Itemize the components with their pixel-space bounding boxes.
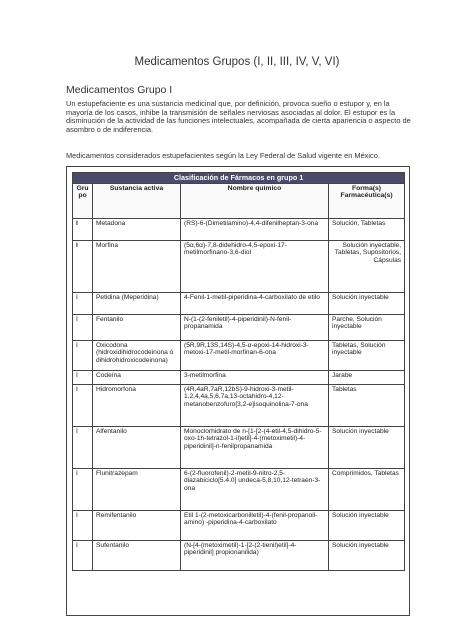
table-row (73, 540, 405, 570)
table-row (73, 426, 405, 468)
cell-forma: Solución inyectable (329, 540, 405, 570)
cell-nombre: 3-metilmorfina (181, 370, 329, 384)
cell-sustancia: Flunitrazepam (93, 468, 181, 510)
cell-grupo: I (73, 426, 93, 468)
cell-forma: Solución inyectable (329, 426, 405, 468)
cell-nombre: N-(1-(2-feniletil)-4-piperidinil)-N-fenil-propanamida (181, 314, 329, 340)
cell-forma: Tabletas (329, 384, 405, 426)
table-row (73, 340, 405, 370)
cell-nombre: Monoclorhidrato de n-[1-[2-(4-etil-4,5-dihidro-5-oxo-1h-tetrazol-1-il)etil]-4-(metoximetil)-4-piperidinil]-n-fenilpropanamida (181, 426, 329, 468)
table-row (73, 240, 405, 292)
cell-forma: Solución inyectable (329, 292, 405, 314)
section-heading: Medicamentos Grupo I (66, 84, 173, 96)
cell-forma: Comprimidos, Tabletas (329, 468, 405, 510)
cell-nombre: (RS)-6-(Dimetilamino)-4,4-difenilheptan-3-ona (181, 218, 329, 240)
cell-sustancia: Alfentanilo (93, 426, 181, 468)
cell-sustancia: Remifentanilo (93, 510, 181, 540)
cell-sustancia: Fentanilo (93, 314, 181, 340)
table-row (73, 370, 405, 384)
drug-classification-table (72, 172, 405, 571)
cell-sustancia: Metadona (93, 218, 181, 240)
table-row (73, 218, 405, 240)
cell-grupo: I (73, 240, 93, 292)
cell-nombre: (4R,4aR,7aR,12bS)-9-hidroxi-3-metil-1,2,4,4a,5,6,7a,13-octahidro-4,12-metanobenzofuro[3,2-e]isoquinolina-7-ona (181, 384, 329, 426)
cell-grupo: I (73, 370, 93, 384)
table-row (73, 292, 405, 314)
intro-paragraph: Un estupefaciente es una sustancia medicinal que, por definición, provoca sueño o estupor y, en la mayoría de los casos, inhibe la transmisión de señales nerviosas asociadas al dolor. El estupor es la disminución de la actividad de las funciones intelectuales, acompañada de cierta apariencia o aspecto de asombro o de indiferencia. (66, 99, 411, 134)
table-row (73, 384, 405, 426)
cell-grupo: I (73, 218, 93, 240)
note-paragraph: Medicamentos considerados estupefacientes según la Ley Federal de Salud vigente en México. (66, 151, 380, 160)
header-forma: Forma(s) Farmacéutica(s) (329, 183, 405, 218)
cell-sustancia: Codeína (93, 370, 181, 384)
table-row (73, 510, 405, 540)
cell-grupo: I (73, 468, 93, 510)
cell-grupo: I (73, 340, 93, 370)
table-row (73, 468, 405, 510)
cell-grupo: I (73, 314, 93, 340)
table-row (73, 314, 405, 340)
cell-nombre: (5α,6α)-7,8-didehidro-4,5-epoxi-17-metilmorfinano-3,6-diol (181, 240, 329, 292)
cell-nombre: 4-Fenil-1-metil-piperidina-4-carboxilato de etilo (181, 292, 329, 314)
cell-grupo: I (73, 292, 93, 314)
cell-forma: Jarabe (329, 370, 405, 384)
cell-nombre: (5R,9R,13S,14S)-4,5-α-epoxi-14-hidroxi-3-metoxi-17-metil-morfinan-6-ona (181, 340, 329, 370)
cell-grupo: I (73, 540, 93, 570)
cell-forma: Parche, Solución inyectable (329, 314, 405, 340)
cell-nombre: 6-(2-fluorofenil)-2-metil-9-nitro-2,5-diazabiciclo[5.4.0] undeca-5,8,10,12-tetraen-3-ona (181, 468, 329, 510)
table-body (73, 218, 405, 570)
cell-nombre: (N-[4-(metoximetil)-1-[2-(2-tienil)etil]-4-piperidinil] propionanilida) (181, 540, 329, 570)
cell-forma: Tabletas, Solución inyectable (329, 340, 405, 370)
header-sustancia: Sustancia activa (93, 183, 181, 218)
cell-sustancia: Petidina (Meperidina) (93, 292, 181, 314)
cell-forma: Solución, Tabletas (329, 218, 405, 240)
table-header-row (73, 183, 405, 218)
document-title: Medicamentos Grupos (I, II, III, IV, V, VI) (134, 56, 340, 68)
cell-sustancia: Morfina (93, 240, 181, 292)
table-caption: Clasificación de Fármacos en grupo 1 (73, 173, 405, 184)
header-grupo: Grupo (73, 183, 93, 218)
cell-sustancia: Hidromorfona (93, 384, 181, 426)
cell-grupo: I (73, 510, 93, 540)
cell-nombre: Etil 1-(2-metoxicarbonilletil)-4-(fenil-propanoil-amino) -piperidina-4-carboxilato (181, 510, 329, 540)
cell-forma: Solución inyectable, Tabletas, Supositorios, Cápsulas (329, 240, 405, 292)
cell-forma: Solución inyectable (329, 510, 405, 540)
header-nombre: Nombre químico (181, 183, 329, 218)
cell-grupo: I (73, 384, 93, 426)
cell-sustancia: Oxicodona (hidroxidihidrocodeinona ó dihidrohidroxicodeinona) (93, 340, 181, 370)
cell-sustancia: Sufentanilo (93, 540, 181, 570)
